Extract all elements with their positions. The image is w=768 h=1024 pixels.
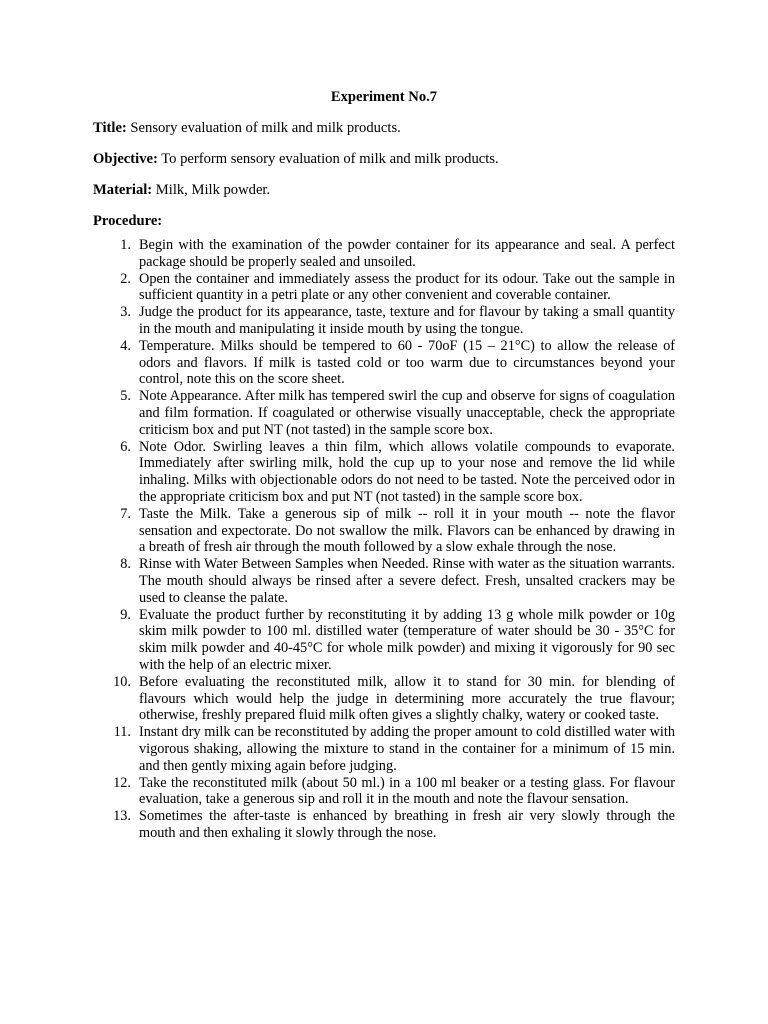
list-item [93, 607, 675, 674]
list-item [93, 775, 675, 809]
list-item [93, 439, 675, 506]
step-text: Note Appearance. After milk has tempered swirl the cup and observe for signs of coagulation and film formation. If coagulated or otherwise visually unacceptable, check the appropriate criticism box and put NT (not tasted) in the sample score box. [139, 388, 675, 438]
procedure-label: Procedure: [93, 213, 163, 229]
list-item [93, 271, 675, 305]
list-item [93, 724, 675, 774]
list-item [93, 237, 675, 271]
title-value: Sensory evaluation of milk and milk products. [126, 120, 401, 136]
step-text: Sometimes the after-taste is enhanced by breathing in fresh air very slowly through the mouth and then exhaling it slowly through the nose. [139, 808, 675, 841]
step-text: Judge the product for its appearance, taste, texture and for flavour by taking a small quantity in the mouth and manipulating it inside mouth by using the tongue. [139, 304, 675, 337]
step-text: Open the container and immediately assess the product for its odour. Take out the sample in sufficient quantity in a petri plate or any other convenient and coverable container. [139, 270, 675, 304]
list-item [93, 388, 675, 438]
step-text: Take the reconstituted milk (about 50 ml.) in a 100 ml beaker or a testing glass. For flavour evaluation, take a generous sip and roll it in the mouth and note the flavour sensation. [139, 774, 675, 808]
step-number: 10. [113, 673, 131, 690]
material-value: Milk, Milk powder. [152, 182, 271, 198]
step-number: 11. [113, 724, 131, 741]
list-item [93, 338, 675, 388]
list-item [93, 506, 675, 556]
list-item [93, 808, 675, 842]
step-number: 13. [113, 808, 131, 825]
objective-value: To perform sensory evaluation of milk and milk products. [157, 151, 499, 167]
step-number: 3. [120, 304, 131, 321]
step-number: 6. [120, 438, 131, 455]
procedure-steps-list [93, 237, 675, 842]
step-number: 12. [113, 774, 131, 791]
step-text: Rinse with Water Between Samples when Needed. Rinse with water as the situation warrants. The mouth should always be rinsed after a severe defect. Fresh, unsalted crackers may be used to cleanse the palate. [139, 556, 675, 606]
step-number: 2. [120, 270, 131, 287]
experiment-heading: Experiment No.7 [330, 89, 438, 105]
step-text: Begin with the examination of the powder container for its appearance and seal. A perfect package should be properly sealed and unsoiled. [139, 237, 675, 270]
list-item [93, 304, 675, 338]
step-number: 1. [120, 237, 131, 253]
step-text: Before evaluating the reconstituted milk, allow it to stand for 30 min. for blending of flavours which would help the judge in determining more accurately the true flavour; otherwise, freshly prepared fluid milk often gives a slightly chalky, watery or cooked taste. [139, 673, 675, 724]
step-number: 7. [120, 505, 131, 522]
step-text: Evaluate the product further by reconstituting it by adding 13 g whole milk powder or 10g skim milk powder to 100 ml. distilled water (temperature of water should be 30 - 35°C for skim milk powder and 40-45°C for whole milk powder) and mixing it vigorously for 90 sec with the help of an electric mixer. [139, 606, 675, 673]
document-page [93, 87, 675, 842]
step-text: Note Odor. Swirling leaves a thin film, which allows volatile compounds to evaporate. Immediately after swirling milk, hold the cup up to your nose and remove the lid while inhaling. Milks with objectionable odors do not need to be tasted. Note the perceived odor in the appropriate criticism box and put NT (not tasted) in the sample score box. [139, 438, 675, 505]
objective-field [93, 149, 675, 169]
list-item [93, 556, 675, 606]
objective-label: Objective: [93, 151, 158, 167]
step-text: Temperature. Milks should be tempered to 60 - 70oF (15 – 21°C) to allow the release of odors and flavors. If milk is tasted cold or too warm due to circumstances beyond your control, note this on the score sheet. [139, 337, 675, 388]
title-field [93, 118, 675, 138]
step-number: 8. [120, 556, 131, 573]
list-item [93, 674, 675, 724]
material-field [93, 180, 675, 200]
step-text: Instant dry milk can be reconstituted by adding the proper amount to cold distilled water with vigorous shaking, allowing the mixture to stand in the container for a minimum of 15 min. and then gently mixing again before judging. [139, 724, 675, 774]
step-number: 5. [120, 388, 131, 405]
step-text: Taste the Milk. Take a generous sip of milk -- roll it in your mouth -- note the flavor sensation and expectorate. Do not swallow the milk. Flavors can be enhanced by drawing in a breath of fresh air through the mouth followed by a slow exhale through the nose. [139, 505, 675, 556]
step-number: 4. [120, 337, 131, 354]
material-label: Material: [93, 182, 153, 198]
step-number: 9. [120, 606, 131, 623]
title-label: Title: [93, 120, 127, 136]
